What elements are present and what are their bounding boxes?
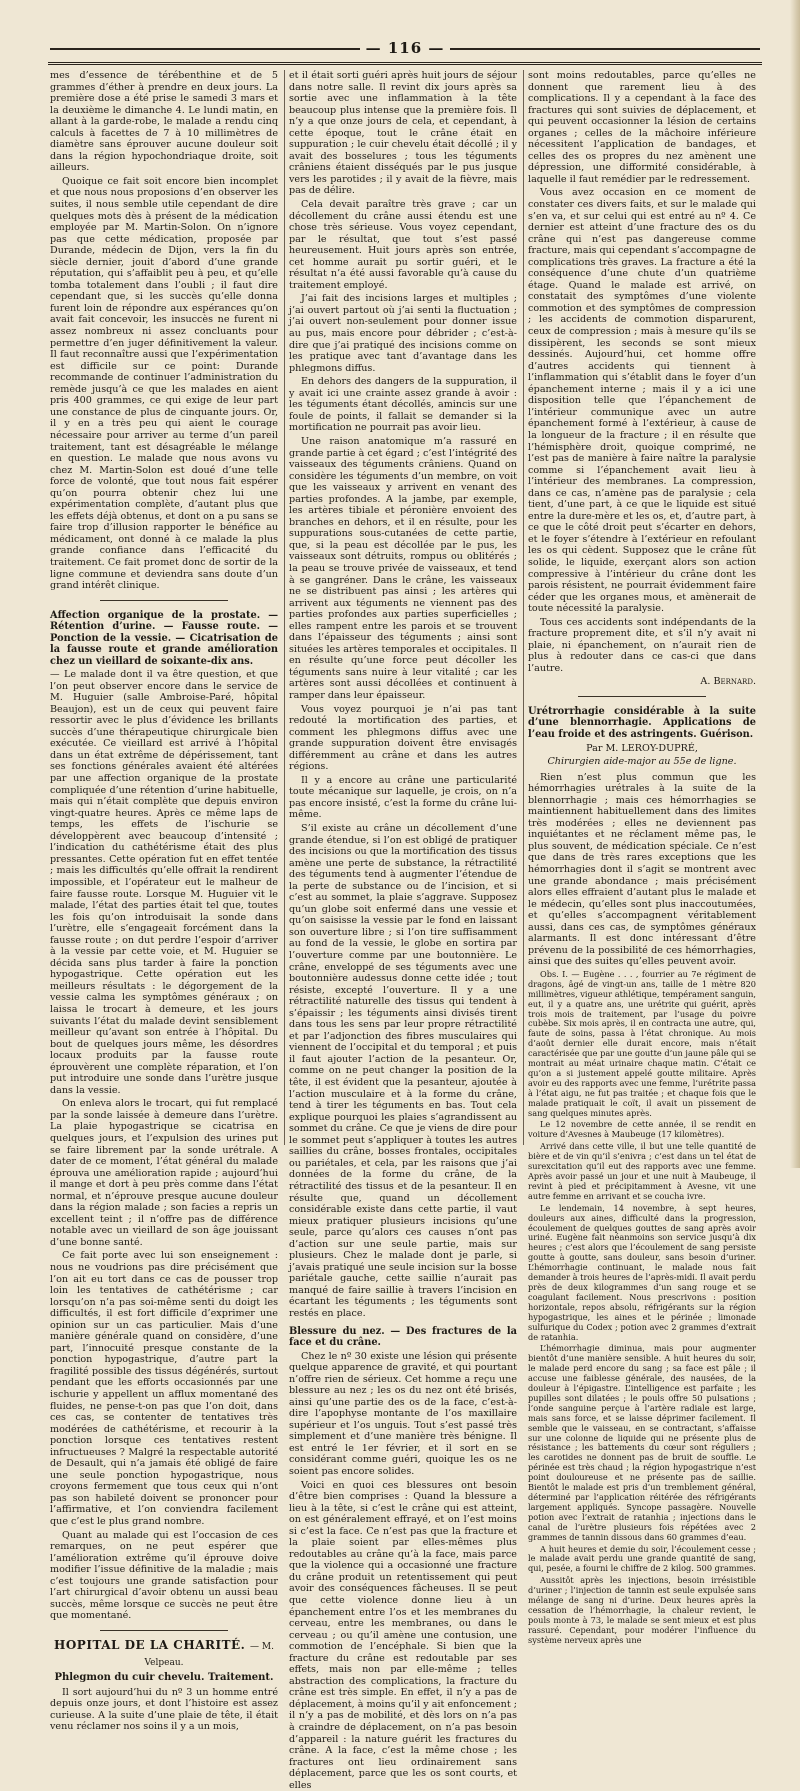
paragraph: En dehors des dangers de la suppuration, il y avait ici une crainte assez grande à avoir : les téguments étant décollés, amincis sur une foule de points, il fallait se demander si la mortification ne pourrait pas avoir lieu. xyxy=(289,376,517,434)
observation-paragraph: Arrivé dans cette ville, il but une telle quantité de bière et de vin qu’il s’enivra ; c’est dans un tel état de surexcitation qu’il eut des rapports avec une femme. Après avoir passé un jour et une nuit à Maubeuge, il revint à pied et précipitamment à Avesne, vit une autre femme en arrivant et se coucha ivre. xyxy=(528,1141,756,1201)
observation-paragraph: Obs. I. — Eugène . . . , fourrier au 7e régiment de dragons, âgé de vingt-un ans, taille de 1 mètre 820 millimètres, vigueur athlétique, tempérament sanguin, eut, il y a quatre ans, une urétrite qui guérit, après trois mois de traitement, par l’usage du poivre cubèbe. Six mois après, il en contracta une autre, qui, faute de soins, passa à l’état chronique. Au mois d’août dernier elle durait encore, mais n’était caractérisée que par une goutte d’un jaune pâle qui se montrait au méat urinaire chaque matin. C’était ce qu’on a si justement appelé goutte militaire. Après avoir eu des rapports avec une femme, l’urétrite passa à l’état aigu, ne fut pas traitée ; et chaque fois que le malade pratiquait le coït, il avait un pissement de sang quelques minutes après. xyxy=(528,968,756,1118)
paragraph: mes d’essence de térébenthine et de 5 grammes d’éther à prendre en deux jours. La première dose a été prise le samedi 3 mars et la deuxième le dimanche 4. Le lundi matin, en allant à la garde-robe, le malade a rendu cinq calculs à facettes de 7 à 10 millimètres de diamètre sans éprouver aucune douleur soit dans la région hypochondriaque droite, soit ailleurs. xyxy=(50,70,278,174)
observation-paragraph: L’hémorrhagie diminua, mais pour augmenter bientôt d’une manière sensible. A huit heures du soir, le malade perd encore du sang ; sa face est pâle ; il accuse une faiblesse générale, des nausées, de la douleur à l’épigastre. L’intelligence est parfaite ; les pupilles sont dilatées ; le pouls offre 50 pulsations ; l’onde sanguine perçue à l’artère radiale est large, mais sans force, et se laisse déprimer facilement. Il semble que le vaisseau, en se contractant, s’affaisse sur une colonne de liquide qui ne présente plus de résistance ; les battements du cœur sont réguliers ; les carotides ne donnent pas de bruit de souffle. Le périnée est très chaud ; la région hypogastrique n’est point douloureuse et ne présente pas de saillie. Bientôt le malade est pris d’un tremblement général, déterminé par l’application réitérée des réfrigérants largement appliqués. Syncope passagère. Nouvelle potion avec l’extrait de ratanhia ; injections dans le canal de l’urètre plusieurs fois répétées avec 2 grammes de tannin dissous dans 60 grammes d’eau. xyxy=(528,1343,756,1542)
section-separator xyxy=(528,692,756,700)
article-heading-prostate: Affection organique de la prostate. — Rétention d’urine. — Fausse route. — Ponction de la vessie. — Cicatrisation de la fausse route et grande amélioration chez un vieillard de soixante-dix ans. xyxy=(50,609,278,667)
hospital-title xyxy=(50,1638,278,1670)
paragraph: S’il existe au crâne un décollement d’une grande étendue, si l’on est obligé de pratiquer des incisions ou que la mortification des tissus amène une perte de substance, la rétractilité des téguments tend à augmenter l’étendue de la perte de substance ou de l’incision, et si c’est au sommet, la plaie s’aggrave. Supposez qu’un globe soit enfermé dans une vessie et qu’on saisisse la vessie par le fond en laissant son ouverture libre ; si l’on tire suffisamment au fond de la vessie, le globe en sortira par l’ouverture comme par une boutonnière. Le crâne, enveloppé de ses téguments avec une boutonnière audessus donne cette idée ; tout résiste, excepté l’ouverture. Il y a une rétractilité naturelle des tissus qui tendent à s’épaissir ; les téguments ainsi divisés tirent dans tous les sens par leur propre rétractilité et par l’adjonction des fibres musculaires qui viennent de l’occipital et du temporal ; et puis il faut ajouter l’action de la pesanteur. Or, comme on ne peut changer la position de la tête, il est évident que la pesanteur, ajoutée à l’action musculaire et à la forme du crâne, tend à tirer les téguments en bas. Tout cela explique pourquoi les plaies s’agrandissent au sommet du crâne. Ce que je viens de dire pour le sommet peut s’appliquer à toutes les autres saillies du crâne, bosses frontales, occipitales ou pariétales, et cela, par les raisons que j’ai données de la forme du crâne, de la rétractilité des tissus et de la pesanteur. Il en résulte que, quand un décollement considérable existe dans cette partie, il vaut mieux pratiquer plusieurs incisions qu’une seule, parce qu’alors ces causes n’ont pas d’action sur une seule partie, mais sur plusieurs. Chez le malade dont je parle, si j’avais pratiqué une seule incision sur la bosse pariétale gauche, cette saillie n’aurait pas manqué de faire saillie à travers l’incision en écartant les téguments ; les téguments sont restés en place. xyxy=(289,823,517,1319)
hospital-name: HOPITAL DE LA CHARITÉ. xyxy=(54,1637,246,1652)
paragraph: Voici en quoi ces blessures ont besoin d’être bien comprises : Quand la blessure a lieu à la tête, si c’est le crâne qui est atteint, on est généralement effrayé, et on l’est moins si c’est la face. Ce n’est pas que la fracture et la plaie soient par elles-mêmes plus redoutables au crâne qu’à la face, mais parce que la violence qui a occasionné une fracture du crâne produit un retentissement qui peut avoir des conséquences fâcheuses. Il se peut que cette violence donne lieu à un épanchement entre l’os et les membranes du cerveau, entre les membranes, ou dans le cerveau ; ou qu’il amène une contusion, une commotion de l’encéphale. Si bien que la fracture du crâne est redoutable par ses effets, mais non par elle-même ; telles abstraction des complications, la fracture du crâne est très simple. En effet, il n’y a pas de déplacement, à moins qu’il y ait enfoncement ; il n’y a pas de mobilité, et dès lors on n’a pas à craindre de déplacement, on n’a pas besoin d’appareil : la nature guérit les fractures du crâne. A la face, c’est la même chose ; les fractures ont lieu ordinairement sans déplacement, parce que les os sont courts, et elles xyxy=(289,1479,517,1791)
column-divider-2 xyxy=(523,70,524,1145)
paragraph: Vous voyez pourquoi je n’ai pas tant redouté la mortification des parties, et comment les phlegmons diffus avec une grande suppuration doivent être envisagés différemment au crâne et dans les autres régions. xyxy=(289,703,517,773)
paragraph: Ce fait porte avec lui son enseignement : nous ne voudrions pas dire précisément que l’on ait eu tort dans ce cas de pousser trop loin les tentatives de cathétérisme ; car lorsqu’on n’a pas soi-même senti du doigt les difficultés, il est fort difficile d’exprimer une opinion sur un cas particulier. Mais d’une manière générale quand on considère, d’une part, l’innocuité presque constante de la ponction hypogastrique, d’autre part la fragilité possible des tissus dégénérés, surtout pendant que les efforts occasionnés par une ischurie y appellent un afflux momentané des fluides, ne pense-t-on pas que l’on doit, dans ces cas, se contenter de tentatives très modérées de cathétérisme, et recourir à la ponction lorsque ces tentatives restent infructueuses ? Malgré la respectable autorité de Desault, qui n’a jamais été obligé de faire une seule ponction hypogastrique, nous croyons fermement que tous ceux qui n’ont pas son habileté doivent se prononcer pour l’affirmative, et l’on conviendra facilement que c’est le plus grand nombre. xyxy=(50,1250,278,1528)
paragraph: et il était sorti guéri après huit jours de séjour dans notre salle. Il revint dix jours après sa sortie avec une inflammation à la tête beaucoup plus intense que la première fois. Il n’y a que onze jours de cela, et cependant, à cette époque, tout le crâne était en suppuration ; le cuir chevelu était décollé ; il y avait des bosselures ; tous les téguments crâniens étaient disséqués par le pus jusque vers les parotides ; il y avait de la fièvre, mais pas de délire. xyxy=(289,70,517,197)
paragraph: Quoique ce fait soit encore bien incomplet et que nous nous proposions d’en observer les suites, il nous semble utile cependant de dire quelques mots dès à présent de la médication employée par M. Martin-Solon. On n’ignore pas que cette médication, proposée par Durande, médecin de Dijon, vers la fin du siècle dernier, jouit d’abord d’une grande réputation, qui s’affaiblit peu à peu, et qu’elle tomba totalement dans l’oubli ; il faut dire cependant que, si les succès qu’elle donna furent loin de répondre aux espérances qu’on avait fait concevoir, les insuccès ne furent ni assez nombreux ni assez concluants pour permettre d’en juger définitivement la valeur. Il faut reconnaître aussi que l’expérimentation est difficile sur ce point: Durande recommande de continuer l’administration du remède jusqu’à ce que les malades en aient pris 400 grammes, ce qui exige de leur part une constance de plus de cinquante jours. Or, il y en a très peu qui aient le courage nécessaire pour arriver au terme d’un pareil traitement, tant est désagréable le mélange en question. Le malade que nous avons vu chez M. Martin-Solon est doué d’une telle force de volonté, que tout nous fait espérer qu’on pourra obtenir chez lui une expérimentation complète, d’autant plus que les effets déjà obtenus, et dont on a pu sans se faire trop d’illusion rapporter le bénéfice au médicament, ont donné à ce malade la plus grande confiance dans l’efficacité du traitement. Ce fait promet donc de sortir de la ligne commune et deviendra sans doute d’un grand intérêt clinique. xyxy=(50,175,278,592)
paragraph: Cela devait paraître très grave ; car un décollement du crâne aussi étendu est une chose très sérieuse. Vous voyez cependant, par le résultat, que tout s’est passé heureusement. Huit jours après son entrée, cet homme aurait pu sortir guéri, et le résultat n’a été aussi favorable qu’à cause du traitement employé. xyxy=(289,199,517,291)
paragraph: Tous ces accidents sont indépendants de la fracture proprement dite, et s’il n’y avait ni plaie, ni épanchement, on n’aurait rien de plus à redouter dans ce cas-ci que dans l’autre. xyxy=(528,616,756,674)
page-edge-shadow xyxy=(790,0,800,1168)
column-3 xyxy=(528,70,756,1645)
paragraph: On enleva alors le trocart, qui fut remplacé par la sonde laissée à demeure dans l’urètre. La plaie hypogastrique se cicatrisa en quelques jours, et l’expulsion des urines put se faire librement par la sonde urétrale. A dater de ce moment, l’état général du malade éprouva une amélioration rapide ; aujourd’hui il mange et dort à peu près comme dans l’état normal, et n’éprouve presque aucune douleur dans la région malade ; son facies a repris un excellent teint ; il n’offre pas de différence notable avec un vieillard de son âge jouissant d’une bonne santé. xyxy=(50,1098,278,1248)
paragraph: Une raison anatomique m’a rassuré en grande partie à cet égard ; c’est l’intégrité des vaisseaux des téguments crâniens. Quand on considère les téguments d’un membre, on voit que les vaisseaux y arrivent en venant des parties profondes. A la jambe, par exemple, les artères tibiale et péronière envoient des branches en dehors, et il en résulte, pour les suppurations sous-cutanées de cette partie, que, si la peau est décollée par le pus, les vaisseaux sont détruits, rompus ou oblitérés ; la peau se trouve privée de vaisseaux, et tend à se gangréner. Dans le crâne, les vaisseaux ne se distribuent pas ainsi ; les artères qui arrivent aux téguments ne viennent pas des parties profondes aux parties superficielles ; elles rampent entre les parois et se trouvent dans l’épaisseur des téguments ; ainsi sont situées les artères temporales et occipitales. Il en résulte qu’une force peut décoller les téguments sans nuire à leur vitalité ; car les artères sont aussi décollées et continuent à ramper dans leur épaisseur. xyxy=(289,435,517,701)
paragraph: Quant au malade qui est l’occasion de ces remarques, on ne peut espérer que l’amélioration extrême qu’il éprouve doive modifier l’issue définitive de la maladie ; mais c’est toujours une grande satisfaction pour l’art chirurgical d’avoir obtenu un aussi beau succès, même lorsque ce succès ne peut être que momentané. xyxy=(50,1529,278,1622)
paragraph: Vous avez occasion en ce moment de constater ces divers faits, et sur le malade qui s’en va, et sur celui qui est entré au nº 4. Ce dernier est atteint d’une fracture des os du crâne qui n’est pas dangereuse comme fracture, mais qui cependant s’accompagne de complications très graves. La fracture a été la conséquence d’une chute d’un quatrième étage. Quand le malade est arrivé, on constatait des symptômes d’une violente commotion et des symptômes de compression ; les accidents de commotion disparurent, ceux de compression ; mais à mesure qu’ils se dissipèrent, les seconds se sont mieux dessinés. Aujourd’hui, cet homme offre d’autres accidents qui tiennent à l’inflammation qui s’établit dans le foyer d’un épanchement interne ; mais il y a ici une disposition telle que l’épanchement de l’intérieur communique avec un autre épanchement formé à l’extérieur, à cause de la longueur de la fracture ; il en résulte que l’hémisphère droit, quoique comprimé, ne l’est pas de manière à faire naître la paralysie comme si l’épanchement avait lieu à l’intérieur des membranes. La compression, dans ce cas, n’amène pas de paralysie ; cela tient, d’une part, à ce que le liquide est situé entre la dure-mère et les os, et, d’autre part, à ce que le côté droit peut s’écarter en dehors, et le foyer s’étendre à l’extérieur en refoulant les os qui cèdent. Supposez que le crâne fût solide, le liquide, exerçant alors son action compressive à l’intérieur du crâne dont les parois résistent, ne pourrait évidemment faire céder que les organes mous, et amènerait de toute nécessité la paralysie. xyxy=(528,187,756,615)
paragraph: — Le malade dont il va être question, et que l’on peut observer encore dans le service de M. Huguier (salle Ambroise-Paré, hôpital Beaujon), est un de ceux qui peuvent faire ressortir avec le plus d’évidence les brillants succès d’une thérapeutique chirurgicale bien exécutée. Ce vieillard est arrivé à l’hôpital dans un état extrême de dépérissement, tant ses fonctions générales avaient été altérées par une affection organique de la prostate compliquée d’une rétention d’urine habituelle, mais qui n’était complète que depuis environ vingt-quatre heures. Après ce même laps de temps, les effets de l’ischurie se développèrent avec beaucoup d’intensité ; l’indication du cathétérisme était des plus pressantes. Cette opération fut en effet tentée ; mais les difficultés qu’elle offrait la rendirent impossible, et l’opérateur eut le malheur de faire fausse route. Lorsque M. Huguier vit le malade, l’état des parties était tel que, toutes les fois qu’on introduisait la sonde dans l’urètre, elle s’engageait forcément dans la fausse route ; on dut perdre l’espoir d’arriver à la vessie par cette voie, et M. Huguier se décida sans plus tarder à faire la ponction hypogastrique. Cette opération eut les meilleurs résultats : le dégorgement de la vessie calma les symptômes généraux ; on laissa le trocart à demeure, et les jours suivants l’état du malade devint sensiblement meilleur qu’avant son entrée à l’hôpital. Du bout de quelques jours même, les désordres locaux produits par la fausse route éprouvèrent une complète réparation, et l’on put introduire une sonde dans l’urètre jusque dans la vessie. xyxy=(50,669,278,1096)
paragraph: Rien n’est plus commun que les hémorrhagies urétrales à la suite de la blennorrhagie ; mais ces hémorrhagies se maintiennent habituellement dans des limites très modérées ; elles ne deviennent pas inquiétantes et ne réclament même pas, le plus souvent, de médication spéciale. Ce n’est que dans de très rares exceptions que les hémorrhagies dont il s’agit se montrent avec une grande abondance ; mais précisément alors elles effraient d’autant plus le malade et le médecin, qu’elles sont plus inaccoutumées, et qu’elles s’accompagnent véritablement aussi, dans ces cas, de symptômes généraux alarmants. Il est donc intéressant d’être prévenu de la possibilité de ces hémorrhagies, ainsi que des suites qu’elles peuvent avoir. xyxy=(528,771,756,968)
article-heading-urethrorrhagia: Urétrorrhagie considérable à la suite d’une blennorrhagie. Applications de l’eau froide et des astringents. Guérison. xyxy=(528,705,756,740)
section-separator xyxy=(50,1626,278,1634)
paragraph: J’ai fait des incisions larges et multiples ; j’ai ouvert partout où j’ai senti la fluctuation ; j’ai ouvert non-seulement pour donner issue au pus, mais encore pour débrider ; c’est-à-dire que j’ai pratiqué des incisions comme on les pratique avec tant d’avantage dans les phlegmons diffus. xyxy=(289,293,517,374)
observation-paragraph: Le lendemain, 14 novembre, à sept heures, douleurs aux aines, difficulté dans la progression, écoulement de quelques gouttes de sang après avoir uriné. Eugène fait néanmoins son service jusqu’à dix heures ; c’est alors que l’écoulement de sang persiste goutte à goutte, sans douleur, sans besoin d’uriner. L’hémorrhagie continuant, le malade nous fait demander à trois heures de l’après-midi. Il avait perdu près de deux kilogrammes d’un sang rouge et se coagulant facilement. Nous prescrivons : position horizontale, repos absolu, réfrigérants sur la région hypogastrique, les aines et le périnée ; limonade sulfurique du Codex ; potion avec 2 grammes d’extrait de ratanhia. xyxy=(528,1202,756,1342)
header-rule-right xyxy=(450,48,760,50)
page-number: — 116 — xyxy=(365,39,445,57)
paragraph: Chez le nº 30 existe une lésion qui présente quelque apparence de gravité, et qui pourtant n’offre rien de sérieux. Cet homme a reçu une blessure au nez ; les os du nez ont été brisés, ainsi qu’une partie des os de la face, c’est-à-dire l’apophyse montante de l’os maxillaire supérieur et l’os unguis. Tout s’est passé très simplement et d’une manière très bénigne. Il est entré le 1er février, et il sort en se considérant comme guéri, quoique les os ne soient pas encore solides. xyxy=(289,1350,517,1477)
observation-paragraph: A huit heures et demie du soir, l’écoulement cesse ; le malade avait perdu une grande quantité de sang, qui, pesée, a fourni le chiffre de 2 kilog. 500 grammes. xyxy=(528,1543,756,1574)
page-header xyxy=(50,38,760,60)
article-subheading: Phlegmon du cuir chevelu. Traitement. xyxy=(54,1671,274,1683)
paragraph: Il y a encore au crâne une particularité toute mécanique sur laquelle, je crois, on n’a pas encore insisté, c’est la forme du crâne lui-même. xyxy=(289,774,517,821)
author-rank: Chirurgien aide-major au 55e de ligne. xyxy=(547,756,737,768)
header-rule-left xyxy=(50,48,360,50)
paragraph: Il sort aujourd’hui du nº 3 un homme entré depuis onze jours, et dont l’histoire est assez curieuse. A la suite d’une plaie de tête, il était venu réclamer nos soins il y a un mois, xyxy=(50,1686,278,1733)
observation-paragraph: Le 12 novembre de cette année, il se rendit en voiture d’Avesnes à Maubeuge (17 kilomètres). xyxy=(528,1119,756,1140)
column-2 xyxy=(289,70,517,1791)
top-double-rule xyxy=(48,62,762,65)
byline: Par M. LEROY-DUPRÉ, xyxy=(586,743,698,755)
article-heading-nose: Blessure du nez. — Des fractures de la face et du crâne. xyxy=(289,1325,517,1349)
column-1 xyxy=(50,70,278,1733)
observation-paragraph: Aussitôt après les injections, besoin irrésistible d’uriner ; l’injection de tannin est seule expulsée sans mélange de sang ni d’urine. Deux heures après la cessation de l’hémorrhagie, la chaleur revient, le pouls monte à 73, le malade se sent mieux et est plus rassuré. Cependant, pour modérer l’influence du système nerveux après une xyxy=(528,1575,756,1645)
signature: A. Bernard. xyxy=(700,676,756,688)
paragraph: sont moins redoutables, parce qu’elles ne donnent que rarement lieu à des complications. Il y a cependant à la face des fractures qui sont suivies de déplacement, et qui peuvent occasionner la lésion de certains organes ; celles de la mâchoire inférieure nécessitent l’application de bandages, et celles des os propres du nez amènent une dépression, une difformité considérable, à laquelle il faut remédier par le redressement. xyxy=(528,70,756,185)
section-separator xyxy=(50,596,278,604)
hospital-author: — M. Velpeau. xyxy=(144,1641,274,1668)
column-divider-1 xyxy=(284,70,285,1145)
